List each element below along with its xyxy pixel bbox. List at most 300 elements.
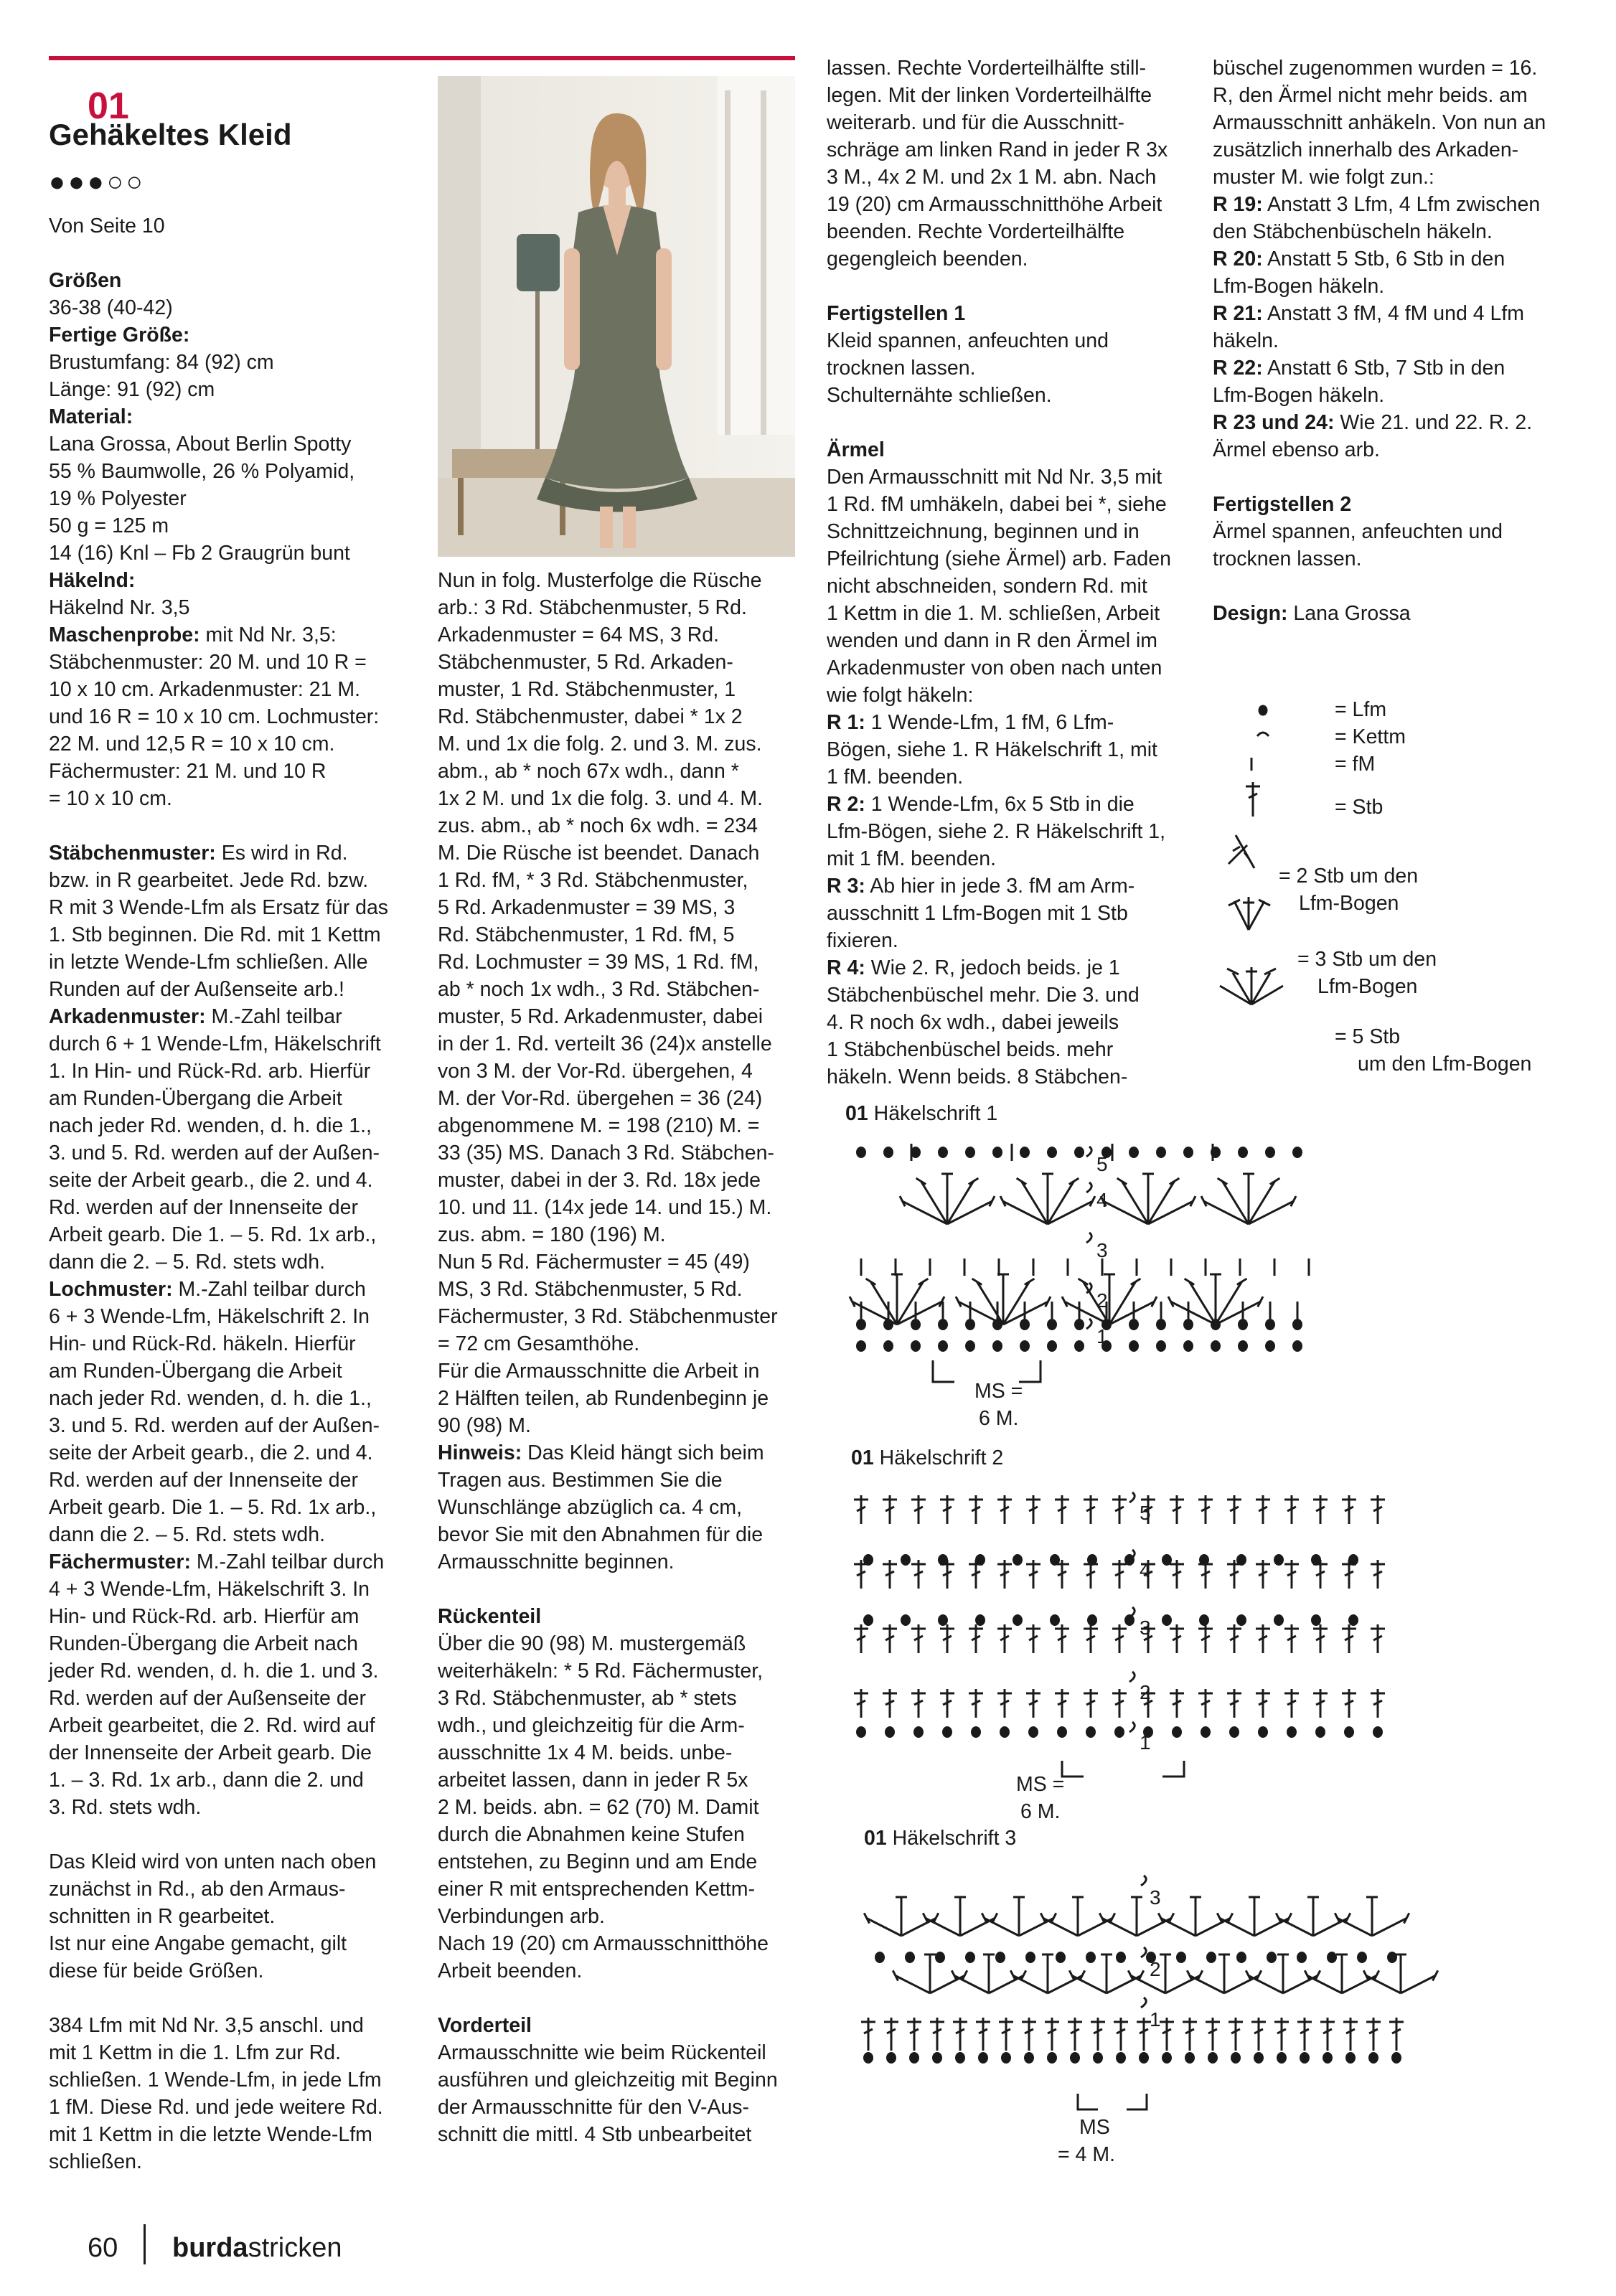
dc-symbol <box>1274 2018 1289 2051</box>
row-number: 1 <box>1140 1731 1151 1754</box>
chain-symbol <box>1287 1726 1297 1738</box>
text-line: Arbeit gearb. Die 1. – 5. Rd. 1x arb., <box>49 1223 377 1246</box>
text-line: Nach 19 (20) cm Armausschnitthöhe <box>438 1932 769 1955</box>
text-line: jeder Rd. wenden, d. h. die 1. und 3. <box>49 1660 379 1683</box>
chain-symbol <box>905 1952 915 1963</box>
dc-symbol <box>1026 1624 1040 1653</box>
dc-symbol <box>997 1560 1012 1589</box>
dc-symbol <box>999 2018 1013 2051</box>
chain-symbol <box>1156 1147 1166 1158</box>
dc-symbol <box>997 1495 1012 1524</box>
turn-arc <box>1129 1722 1135 1732</box>
text-line: Runden-Übergang die Arbeit nach <box>49 1632 358 1655</box>
text-line: Tragen aus. Bestimmen Sie die <box>438 1469 723 1492</box>
dc-symbol <box>1170 1624 1184 1653</box>
chain-symbol <box>1236 1614 1246 1626</box>
text-line: M. der Vor-Rd. übergehen = 36 (24) <box>438 1087 763 1110</box>
dc-symbol <box>1342 1689 1356 1718</box>
fan-symbol <box>923 1897 997 1936</box>
legend-double-crochet: = Stb <box>1335 796 1384 819</box>
chain-symbol <box>938 1147 948 1158</box>
fan-pattern-heading: Fächermuster: <box>49 1551 191 1573</box>
dc-symbol <box>1055 1624 1069 1653</box>
dc-symbol <box>1198 1689 1213 1718</box>
brand-light: stricken <box>248 2233 342 2263</box>
text-line: Häkelnd Nr. 3,5 <box>49 596 190 619</box>
chain-symbol <box>1024 2052 1034 2064</box>
legend-slip-stitch: = Kettm <box>1335 725 1406 748</box>
row-number: 2 <box>1096 1289 1108 1312</box>
text-line: M.-Zahl teilbar durch <box>190 1551 385 1573</box>
text-line: mit 1 fM. beenden. <box>827 847 997 870</box>
fan-symbol <box>1062 1274 1157 1325</box>
fan-symbol <box>1276 1897 1350 1936</box>
text-line: 3. und 5. Rd. werden auf der Außen- <box>49 1142 380 1165</box>
chain-symbol <box>1274 1614 1284 1626</box>
text-line: am Runden-Übergang die Arbeit <box>49 1360 342 1383</box>
brand-bold: burda <box>172 2233 248 2263</box>
row-label: R 23 und 24: <box>1213 411 1335 434</box>
source-ref: Von Seite 10 <box>49 215 165 237</box>
column-4 <box>1213 55 1586 627</box>
dc-symbol <box>1055 1560 1069 1589</box>
text-line: R, den Ärmel nicht mehr beids. am <box>1213 84 1528 107</box>
text-line: 10. und 11. (14x jede 14. und 15.) M. <box>438 1196 772 1219</box>
text-line: der Armausschnitte für den V-Aus- <box>438 2096 750 2119</box>
chain-symbol <box>1373 1726 1383 1738</box>
dc-symbol <box>1313 1624 1328 1653</box>
legend-three-dc-2: Lfm-Bogen <box>1317 975 1418 998</box>
row-number: 3 <box>1150 1886 1161 1909</box>
text-line: Verbindungen arb. <box>438 1905 605 1928</box>
dc-symbol <box>911 1560 926 1589</box>
chain-symbol <box>1116 1952 1126 1963</box>
chart-3-title <box>864 1827 1016 1850</box>
chain-symbol <box>1162 2052 1172 2064</box>
ms-bracket <box>1078 2094 1147 2109</box>
text-line: 1 fM. Diese Rd. und jede weitere Rd. <box>49 2096 383 2119</box>
dc-symbol <box>1198 1624 1213 1653</box>
chart-2-title <box>851 1446 1003 1470</box>
dc-symbol <box>911 1689 926 1718</box>
legend-two-dc-2: Lfm-Bogen <box>1299 892 1399 915</box>
text-line: zunächst in Rd., ab den Armaus- <box>49 1878 346 1901</box>
dc-symbol <box>1313 1689 1328 1718</box>
front-heading: Vorderteil <box>438 2014 532 2037</box>
chain-symbol <box>1001 2052 1011 2064</box>
text-line: Arbeit gearb. Die 1. – 5. Rd. 1x arb., <box>49 1496 377 1519</box>
legend-five-dc-2: um den Lfm-Bogen <box>1358 1053 1532 1076</box>
chain-symbol <box>1211 1340 1221 1352</box>
text-line: 3. und 5. Rd. werden auf der Außen- <box>49 1414 380 1437</box>
column-2 <box>438 567 811 2148</box>
chain-symbol <box>1229 1726 1239 1738</box>
chain-symbol <box>942 1726 952 1738</box>
chain-symbol <box>938 1340 948 1352</box>
text-line: Lfm-Bogen häkeln. <box>1213 384 1385 407</box>
text-line: Rd. Stäbchenmuster, 1 Rd. fM, 5 <box>438 923 735 946</box>
text-line: Das Kleid hängt sich beim <box>522 1441 764 1464</box>
dc-symbol <box>1284 1689 1299 1718</box>
dc-symbol <box>1371 1560 1385 1589</box>
row-number: 2 <box>1140 1681 1151 1703</box>
fan-symbol <box>1010 1954 1084 1993</box>
text-line: Stäbchenmuster: 20 M. und 10 R = <box>49 651 367 674</box>
dc-symbol <box>1251 2018 1266 2051</box>
text-line: M. und 1x die folg. 2. und 3. M. zus. <box>438 733 762 756</box>
column-1 <box>49 212 422 2175</box>
text-line: nach jeder Rd. wenden, d. h. die 1., <box>49 1387 372 1410</box>
text-line: zusätzlich innerhalb des Arkaden- <box>1213 138 1519 161</box>
turn-arc <box>1141 1998 1146 2008</box>
crochet-chart-1 <box>840 1138 1342 1439</box>
text-line: Arbeit beenden. <box>438 1959 583 1982</box>
hook-heading: Häkelnd: <box>49 569 136 592</box>
fan-symbol <box>1101 1174 1195 1224</box>
dc-symbol <box>1313 1560 1328 1589</box>
text-line: 5 Rd. Arkadenmuster = 39 MS, 3 <box>438 896 736 919</box>
dc-symbol <box>1170 1560 1184 1589</box>
text-line: Lana Grossa, About Berlin Spotty <box>49 433 352 456</box>
text-line: schließen. 1 Wende-Lfm, in jede Lfm <box>49 2069 382 2092</box>
fan-symbol <box>1040 1897 1114 1936</box>
text-line: schnitt die mittl. 4 Stb unbearbeitet <box>438 2123 752 2146</box>
slip-stitch-icon <box>1257 733 1269 736</box>
text-line: Rd. Lochmuster = 39 MS, 1 Rd. fM, <box>438 951 759 974</box>
chain-symbol <box>1050 1614 1060 1626</box>
text-line: Hin- und Rück-Rd. arb. Hierfür am <box>49 1605 360 1628</box>
row-number: 4 <box>1140 1559 1151 1581</box>
text-line: mit Nd Nr. 3,5: <box>199 624 337 646</box>
text-line: nach jeder Rd. wenden, d. h. die 1., <box>49 1114 372 1137</box>
dc-symbol <box>969 1624 983 1653</box>
chain-symbol <box>932 2052 942 2064</box>
text-line: Es wird in Rd. <box>215 842 348 865</box>
dc-symbol <box>1022 2018 1036 2051</box>
text-line: 1 Wende-Lfm, 6x 5 Stb in die <box>865 793 1135 816</box>
text-line: zus. abm. = 180 (196) M. <box>438 1223 666 1246</box>
dc-symbol <box>1112 1495 1127 1524</box>
text-line: R mit 3 Wende-Lfm als Ersatz für das <box>49 896 389 919</box>
dc-symbol <box>1160 2018 1174 2051</box>
text-line: Stäbchenbüschel mehr. Die 3. und <box>827 984 1140 1007</box>
text-line: Arbeit gearbeitet, die 2. Rd. wird auf <box>49 1714 375 1737</box>
chain-symbol <box>1056 1952 1066 1963</box>
text-line: M.-Zahl teilbar <box>205 1005 342 1028</box>
fan-symbol <box>864 1897 938 1936</box>
dc-symbol <box>1284 1495 1299 1524</box>
dc-symbol <box>1055 1495 1069 1524</box>
dc-symbol <box>976 2018 990 2051</box>
chain-symbol <box>1074 1340 1084 1352</box>
stitch-pattern-heading: Stäbchenmuster: <box>49 842 216 865</box>
chain-symbol <box>1238 1319 1248 1330</box>
text-line: Kleid spannen, anfeuchten und <box>827 329 1109 352</box>
finished-heading: Fertige Größe: <box>49 324 190 347</box>
dc-symbol <box>1256 1495 1270 1524</box>
text-line: 2 M. beids. abn. = 62 (70) M. Damit <box>438 1796 759 1819</box>
text-line: dann die 2. – 5. Rd. stets wdh. <box>49 1251 325 1274</box>
dc-symbol <box>940 1624 954 1653</box>
chain-symbol <box>1020 1319 1030 1330</box>
text-line: arb.: 3 Rd. Stäbchenmuster, 5 Rd. <box>438 596 747 619</box>
chain-symbol <box>1086 1726 1096 1738</box>
text-line: Armausschnitte wie beim Rückenteil <box>438 2041 766 2064</box>
chain-symbol <box>1292 1319 1302 1330</box>
text-line: 384 Lfm mit Nd Nr. 3,5 anschl. und <box>49 2014 364 2037</box>
chain-symbol <box>1013 1614 1023 1626</box>
dc-symbol <box>1112 1689 1127 1718</box>
text-line: Bögen, siehe 1. R Häkelschrift 1, mit <box>827 738 1157 761</box>
dc-symbol <box>1227 1624 1241 1653</box>
dc-symbol <box>911 1624 926 1653</box>
dc-symbol <box>1284 1560 1299 1589</box>
row-label: R 1: <box>827 711 865 734</box>
text-line: arbeitet lassen, dann in jeder R 5x <box>438 1769 748 1792</box>
three-dc-icon <box>1229 897 1270 930</box>
text-line: Anstatt 3 Lfm, 4 Lfm zwischen <box>1262 193 1541 216</box>
chain-symbol <box>856 1340 866 1352</box>
chain-symbol <box>1070 2052 1080 2064</box>
dc-symbol <box>1183 2018 1197 2051</box>
text-line: und 16 R = 10 x 10 cm. Lochmuster: <box>49 705 380 728</box>
chain-symbol <box>1387 1952 1397 1963</box>
chain-symbol <box>911 1319 921 1330</box>
row-label: R 21: <box>1213 302 1263 325</box>
fan-symbol <box>982 1897 1056 1936</box>
legend-five-dc: = 5 Stb <box>1335 1025 1401 1048</box>
text-line: Wie 21. und 22. R. 2. <box>1334 411 1533 434</box>
text-line: 1x 2 M. und 1x die folg. 3. und 4. M. <box>438 787 764 810</box>
text-line: Runden auf der Außenseite arb.! <box>49 978 344 1001</box>
chain-symbol <box>1357 1952 1367 1963</box>
row-number: 3 <box>1096 1239 1108 1261</box>
page-number: 60 <box>88 2233 118 2263</box>
chain-symbol <box>1162 1614 1172 1626</box>
fan-symbol <box>1099 1897 1173 1936</box>
chain-symbol <box>995 1952 1005 1963</box>
text-line: muster M. wie folgt zun.: <box>1213 166 1434 189</box>
chain-symbol <box>1231 2052 1241 2064</box>
legend-chain: = Lfm <box>1335 698 1387 721</box>
chain-symbol <box>1176 1952 1186 1963</box>
chain-symbol <box>1391 2052 1401 2064</box>
chain-symbol <box>1277 2052 1287 2064</box>
turn-arc <box>1086 1182 1091 1192</box>
text-line: durch die Abnahmen keine Stufen <box>438 1823 745 1846</box>
chain-symbol <box>1292 1147 1302 1158</box>
text-line: 10 x 10 cm. Arkadenmuster: 21 M. <box>49 678 361 701</box>
chain-symbol <box>1238 1147 1248 1158</box>
chain-symbol <box>1265 1340 1275 1352</box>
chain-symbol <box>1114 1726 1124 1738</box>
text-line: = 72 cm Gesamthöhe. <box>438 1332 640 1355</box>
back-heading: Rückenteil <box>438 1605 542 1628</box>
chain-symbol <box>1265 1319 1275 1330</box>
text-line: fixieren. <box>827 929 898 952</box>
dc-symbol <box>1371 1689 1385 1718</box>
chain-symbol <box>1300 2052 1310 2064</box>
text-line: häkeln. <box>1213 329 1279 352</box>
dc-symbol <box>1026 1689 1040 1718</box>
chain-symbol <box>856 1319 866 1330</box>
dc-symbol <box>1371 1624 1385 1653</box>
dc-symbol <box>1112 1624 1127 1653</box>
dc-symbol <box>997 1689 1012 1718</box>
column-3 <box>827 55 1200 1091</box>
fan-symbol <box>1069 1954 1143 1993</box>
dc-symbol <box>1198 1495 1213 1524</box>
double-crochet-icon <box>1246 782 1260 817</box>
chain-symbol <box>875 1952 885 1963</box>
chain-symbol <box>1116 2052 1126 2064</box>
dc-symbol <box>1227 1495 1241 1524</box>
text-line: ab * noch 1x wdh., 3 Rd. Stäbchen- <box>438 978 760 1001</box>
dc-symbol <box>1256 1560 1270 1589</box>
turn-arc <box>1129 1672 1135 1682</box>
text-line: 1 Stäbchenbüschel beids. mehr <box>827 1038 1114 1061</box>
chain-symbol <box>1057 1726 1067 1738</box>
chain-symbol <box>1238 1340 1248 1352</box>
dc-symbol <box>969 1689 983 1718</box>
fan-symbol <box>850 1274 944 1325</box>
turn-arc <box>1129 1492 1135 1502</box>
row-number: 1 <box>1096 1325 1108 1347</box>
dc-symbol <box>940 1495 954 1524</box>
text-line: Pfeilrichtung (siehe Ärmel) arb. Faden <box>827 547 1171 570</box>
crochet-chart-3 <box>858 1864 1447 2122</box>
chain-symbol <box>886 2052 896 2064</box>
chain-symbol <box>992 1340 1002 1352</box>
text-line: muster, dabei in der 3. Rd. 18x jede <box>438 1169 761 1192</box>
material-heading: Material: <box>49 405 133 428</box>
text-line: Fächermuster: 21 M. und 10 R <box>49 760 327 783</box>
chain-symbol <box>1156 1340 1166 1352</box>
pattern-number: 01 <box>88 85 129 127</box>
text-line: Brustumfang: 84 (92) cm <box>49 351 274 374</box>
fan-symbol <box>952 1954 1025 1993</box>
text-line: Wie 2. R, jedoch beids. je 1 <box>865 956 1120 979</box>
text-line: 3 Rd. Stäbchenmuster, ab * stets <box>438 1687 737 1710</box>
text-line: Für die Armausschnitte die Arbeit in <box>438 1360 760 1383</box>
text-line: weiterhäkeln: * 5 Rd. Fächermuster, <box>438 1660 764 1683</box>
text-line: Ist nur eine Angabe gemacht, gilt <box>49 1932 347 1955</box>
chain-symbol <box>1236 1952 1246 1963</box>
text-line: Hin- und Rück-Rd. häkeln. Hierfür <box>49 1332 356 1355</box>
sizes-heading: Größen <box>49 269 122 292</box>
dc-symbol <box>997 1624 1012 1653</box>
chain-symbol <box>965 1147 975 1158</box>
text-line: 3 M., 4x 2 M. und 2x 1 M. abn. Nach <box>827 166 1157 189</box>
chart-2-ms-count: 6 M. <box>1020 1800 1061 1823</box>
text-line: 1 Rd. fM, * 3 Rd. Stäbchenmuster, <box>438 869 748 892</box>
chain-symbol <box>863 2052 873 2064</box>
dc-symbol <box>1137 2018 1151 2051</box>
legend-single-crochet: = fM <box>1335 753 1376 776</box>
chain-symbol <box>1274 1554 1284 1566</box>
chain-symbol <box>1368 2052 1378 2064</box>
turn-arc <box>1086 1147 1091 1157</box>
fan-symbol <box>1363 1954 1437 1993</box>
fan-symbol <box>1201 1174 1296 1224</box>
text-line: seite der Arbeit gearb., die 2. und 4. <box>49 1169 373 1192</box>
text-line: durch 6 + 1 Wende-Lfm, Häkelschrift <box>49 1032 381 1055</box>
text-line: der Innenseite der Arbeit gearb. Die <box>49 1741 372 1764</box>
text-line: Rd. werden auf der Innenseite der <box>49 1469 358 1492</box>
text-line: 19 (20) cm Armausschnitthöhe Arbeit <box>827 193 1162 216</box>
fan-symbol <box>1128 1954 1202 1993</box>
text-line: ausführen und gleichzeitig mit Beginn <box>438 2069 778 2092</box>
text-line: von 3 M. der Vor-Rd. übergehen, 4 <box>438 1060 753 1083</box>
dc-symbol <box>883 1689 897 1718</box>
text-line: Rd. Stäbchenmuster, dabei * 1x 2 <box>438 705 743 728</box>
text-line: 33 (35) MS. Danach 3 Rd. Stäbchen- <box>438 1142 774 1165</box>
chain-symbol <box>938 1614 948 1626</box>
fan-symbol <box>1305 1954 1378 1993</box>
text-line: trocknen lassen. <box>827 357 976 380</box>
text-line: Nun 5 Rd. Fächermuster = 45 (49) <box>438 1251 750 1274</box>
text-line: ausschnitt 1 Lfm-Bogen mit 1 Stb <box>827 902 1128 925</box>
chain-symbol <box>1201 1726 1211 1738</box>
chart-1-title <box>845 1102 997 1126</box>
dc-symbol <box>911 1495 926 1524</box>
chart-1-number: 01 <box>845 1102 868 1125</box>
chain-symbol <box>1183 1319 1193 1330</box>
text-line: Nun in folg. Musterfolge die Rüsche <box>438 569 762 592</box>
text-line: häkeln. Wenn beids. 8 Stäbchen- <box>827 1065 1128 1088</box>
text-line: diese für beide Größen. <box>49 1959 264 1982</box>
chain-symbol <box>1183 1340 1193 1352</box>
text-line: einer R mit entsprechenden Kettm- <box>438 1878 755 1901</box>
text-line: Wunschlänge abzüglich ca. 4 cm, <box>438 1496 743 1519</box>
chain-symbol <box>1047 1319 1057 1330</box>
page-title: Gehäkeltes Kleid <box>49 118 292 151</box>
chain-symbol <box>1348 1614 1358 1626</box>
chain-symbol <box>1129 1319 1139 1330</box>
text-line: 1 Wende-Lfm, 1 fM, 6 Lfm- <box>865 711 1114 734</box>
text-line: muster, 5 Rd. Arkadenmuster, dabei <box>438 1005 764 1028</box>
dc-symbol <box>883 1624 897 1653</box>
row-label: R 3: <box>827 875 865 898</box>
chain-symbol <box>1156 1319 1166 1330</box>
chain-symbol <box>1199 1614 1209 1626</box>
text-line: = 10 x 10 cm. <box>49 787 172 810</box>
chain-symbol <box>938 1319 948 1330</box>
dc-symbol <box>953 2018 967 2051</box>
text-line: ausschnitte 1x 4 M. beids. unbe- <box>438 1741 733 1764</box>
row-number: 4 <box>1096 1189 1108 1211</box>
chain-symbol <box>965 1319 975 1330</box>
text-line: 90 (98) M. <box>438 1414 531 1437</box>
chain-symbol <box>913 1726 924 1738</box>
turn-arc <box>1141 1876 1146 1886</box>
chain-symbol <box>1086 1952 1096 1963</box>
dc-symbol <box>1068 2018 1082 2051</box>
two-dc-icon <box>1229 835 1254 868</box>
row-number: 3 <box>1140 1617 1151 1639</box>
turn-arc <box>1129 1607 1135 1617</box>
chain-symbol <box>1208 2052 1218 2064</box>
dc-symbol <box>1084 1624 1098 1653</box>
chart-1-ms: MS = <box>974 1380 1023 1403</box>
chain-symbol <box>883 1340 893 1352</box>
text-line: beenden. Rechte Vorderteilhälfte <box>827 220 1125 243</box>
row-number: 2 <box>1150 1958 1161 1980</box>
dc-symbol <box>1342 1495 1356 1524</box>
text-line: Rd. werden auf der Innenseite der <box>49 1196 358 1219</box>
five-dc-icon <box>1220 967 1283 1004</box>
fan-symbol <box>1246 1954 1320 1993</box>
